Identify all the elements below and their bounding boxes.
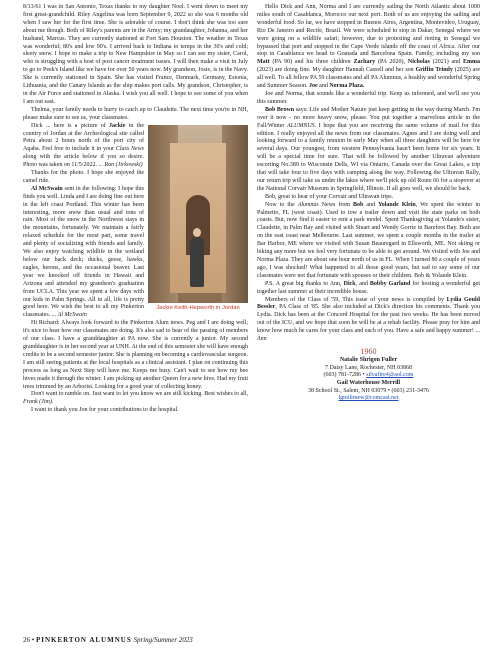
paragraph: Hi Richard: Always look forward to the Pinkerton Alum news. Peg and I are doing well; it's nice to hear how our classmates are doing. It's also sad to hear of the passing of members of our class. I have a granddaughter at PA now. She is currently a junior. My second granddaughter is in her second year at UNH. At the end of this semester she will have enough credits to be a second semester junior. She is planning on becoming a cardiovascular surgeon. I am still seeing patients at the local hospitals as a clinical assistant. I plan on continuing this process as long as Next Step will have me. Keeps me busy. Can't wait to see how my bee hives made it through the winter. I am picking up another Queen for a new hive. Had my fruit trees trimmed by an Arborist. Looking for a good year of collecting honey. xyxy=(23,320,248,390)
name: Bob xyxy=(353,201,364,208)
name: Matt xyxy=(257,59,270,66)
contact-phone: (603) 781-7286 • xyxy=(323,372,367,379)
name: Norma Plaza. xyxy=(329,83,365,90)
person-head xyxy=(193,228,201,237)
signature: Ann xyxy=(257,336,267,343)
name: Lydia Gould Bessler xyxy=(257,296,480,311)
paragraph xyxy=(257,4,480,91)
signature: Frank (Jim). xyxy=(23,399,54,406)
text: (2025) are all well. To all fellow PA 59 classmates and all PA Alumnus, a healthy and wonderful Spring and Summer Season. xyxy=(257,67,481,90)
name: Dick xyxy=(343,280,356,287)
text: P.S. A great big thanks to Ann, xyxy=(265,280,344,287)
text: (2023) are doing fine. My daughter Hannah Cassell and her son xyxy=(257,67,416,74)
name: Jackie xyxy=(109,122,126,129)
left-column xyxy=(23,4,248,415)
text: and xyxy=(363,201,379,208)
text: Hello Dick and Ann, Norma and I are currently sailing the North Atlantic about 1000 miles south of Casablanca, Morocco our next port. Both of us are enjoying the sailing and wonderful food. So far, we have stopped in Buenos Aires, Argentina, Montevideo, Uruguay, Rio De Janeiro and Recife, Brazil. We were scheduled to stop in Dakar, Senegal where we were going on a wildlife safari; however, due to protesting and rioting in Senegal we bypassed that port and stopped in the Cape Verde islands off the coast of Africa. After our stop in Casablanca we head to Granada and Barcelona Spain. Family, including my son xyxy=(257,4,480,58)
text: (PA 2020), xyxy=(375,59,408,66)
name: Zachary xyxy=(353,59,376,66)
name: Al McSwain xyxy=(31,185,63,192)
page-number: 26 xyxy=(23,636,30,644)
contact-phone-email xyxy=(257,372,480,380)
paragraph: Thelma, your family needs to hurry to catch up to Claudette. The next time you're in NH, please make sure to see us, your classmates. xyxy=(23,106,248,121)
photo-figure xyxy=(148,125,248,311)
contact-address: 7 Daisy Lane, Rochester, NH 03868 xyxy=(325,364,412,371)
text: , and xyxy=(355,280,370,287)
text: Now to the xyxy=(265,201,298,208)
text: sent in the following: I hope this finds you well. Linda and I are doing fine out here in the left coast Portland. This winter has been interesting, more snow than usual and tons of rain. Most of the snow in the Northwest stays in the mountains, fortunately. We maintain a fairly relaxed schedule for the most part, some travel and plenty of socializing with friends and family. We also enjoy watching wildlife in the wetland below our back deck; ducks, geese, hawks, eagles, herons, and the occasional beaver. Last year we knocked off friends in Hawaii and Arizona and attended my grandson's graduation from UCLA. This year we spent a few days with our kids in Palm Springs. All in all, life is pretty good here. We wish the best to all my Pinkerton classmates. ... xyxy=(23,185,144,319)
contact-name: Gail Waterhouse Merrill xyxy=(336,380,401,387)
contact-name: Natalie Shrigon Fuller xyxy=(339,356,398,363)
name: Yolande Klein xyxy=(378,201,416,208)
name: Bob Brown xyxy=(265,106,295,113)
class-contact-block xyxy=(257,347,480,403)
paragraph: 8/13/61 I was in San Antonio, Texas thanks to my daughter Noel. I went down to meet my first great-grandchild. Riley Angelina was born September 9, 2022 so she was 6 months old when I saw her for the first time. She is adorable of course. I don't think she was too sure about me though. Both of Riley's parents are in the Army; my grandaughter, Johanna, and her husband, Marcus. They are currently stationed at Fort Sam Houston. The weather in Texas was wonderful; 80's and low 90's. I arrived back to Indiana to temps in the 30's and cold; sleety snow. I hope to make a trip to New Hampshire in May so I can see my sister, Carol, who is struggling with a host of post cancer treatment issues. I will then make a visit in July to go to Peek's Island like we have for over 50 years now. My grandson, Josie, is in the Navy. She is currently stationed in Spain. She has visited France, Denmark, Germany, Estonia, Lithuania, and the Canary Islands as the ship makes port calls. My grandson, Christopher, is in the Air Force and stationed in Alaska. I wish you all well. I hope to see some of you when I am out east. xyxy=(23,4,248,105)
contact-email-link[interactable]: lgmilimew@comcast.net xyxy=(338,395,399,402)
publication: Class News xyxy=(115,146,145,153)
text: . I hope that you are receiving the same volume of mail for this edition. I really enjoyed all the news from our classmates. Agnes and I are doing well and looking forward to a family reunion in early May when all three daughters will be here for several days. Our youngest, from western Pennsylvania hasn't been home for six years. It will be a special time for sure. That will be followed by another Ultravan adventure escorting No.389 to Wisconsin Dells, WI via Ontario, Canada over the Great Lakes, a trip that will take four to five days with camping along the way. Following the Ultravan Rally, our return trip will take us under the lakes where we'll pick up old Route 66 for a stopover at the National Corvair Museum in Springfield, Illinois. If all goes well, we should be back. xyxy=(257,122,480,192)
issue-label: Spring/Summer 2023 xyxy=(133,636,193,644)
paragraph xyxy=(257,297,480,344)
text: Members of the Class of '59, This issue of your news is compiled by xyxy=(265,296,447,303)
paragraph xyxy=(23,391,248,407)
person-figure xyxy=(190,237,204,287)
paragraph: I want to thank you Jon for your contributions to the hospital. xyxy=(31,407,179,414)
paragraph: Joe and Norma, that sounds like a wonderful trip. Keep us informed, and we'll see you this summer. xyxy=(257,90,480,105)
magazine-name: PINKERTON ALUMNUS xyxy=(35,636,132,644)
contact-email-link[interactable]: silvafire4@aol.com xyxy=(366,372,414,379)
paragraph: Bob, great to hear of your Corvair and Ultravan trips. xyxy=(265,193,394,200)
page-footer xyxy=(23,636,193,645)
text: News from xyxy=(318,201,354,208)
signature: Al McSwain xyxy=(57,312,87,319)
signature: Ron (Jirkowski) xyxy=(104,162,143,169)
name: Nicholas xyxy=(407,59,430,66)
text: along with the article below if you so desire. Photo was taken on 11/5/2022. ... xyxy=(23,154,144,169)
paragraph xyxy=(257,281,480,297)
text: and xyxy=(317,83,330,90)
paragraph: Thanks for the photo. I hope she enjoyed the camel ride. xyxy=(23,170,144,184)
text: (PA 90) and his three children xyxy=(269,59,354,66)
text: Dick ... here is a picture of xyxy=(31,122,110,129)
paragraph xyxy=(257,107,480,194)
right-column xyxy=(257,4,480,403)
text: for hosting a wonderful get together last summer at their incredible house. xyxy=(257,280,480,295)
separator: • xyxy=(31,636,36,644)
publication: ALUMNUS xyxy=(287,122,315,129)
name: Emma xyxy=(463,59,480,66)
text: , PA Class of '85. She also included at Dick's direction his comments. Thank you Lydia. Dick has been at the Concord Hospital for the past two weeks. He has been moved out of the ICU, and we hope that soon he will be at a rehab facility. Please pray for him and know how much he cares for your class and each of you. Have a safe and happy summer! ... xyxy=(257,304,480,335)
petra-photo xyxy=(148,125,248,303)
text: in the country of Jordan at the Archeological site called Petra about 2 hours north of the port city of Aqaba. Feel free to include it in your xyxy=(23,122,145,153)
text: (2021) and xyxy=(429,59,463,66)
text: , We spent the winter in Palmetto, FL (west coast). Used to tow a trailer down and visit the state parks on both coasts. But, now find it easier to rent a park model. Spent Thanksgiving at Yolande's sister, Claudette, in Palm Bay and visited with Stuart and Wendy Gorrie in Barefoot Bay. Both are on the east coast near Melbourne. Last summer, we spent a couple months in the trailer at Bar Harbor, ME where we visited with Susan Beauregard in Ellsworth, ME. Not skiing or biking any more but we feel very fortunate to be able to get around. We visited with Joe and Norma Plaza. They are about one hour north of us in FL. When I turned 80 a couple of years ago, I was shocked! What happened to all those good years, but sad to say some of our classmates were not that fortunate with spouses or their children. Bob & Yolande Klein. xyxy=(257,201,480,279)
photo-caption: Jackie Keith-Hepworth in Jordan xyxy=(156,304,240,311)
name: Griffin Trindy xyxy=(415,67,453,74)
class-year-heading: 1960 xyxy=(360,346,377,356)
paragraph xyxy=(257,202,480,281)
text: says: Life and Mother Nature just keep getting in the way during March. I'm over it now - no more heavy snow, please. You put together a marvelous article in the Fall/Winter xyxy=(257,106,480,129)
name: Bobby Garland xyxy=(369,280,411,287)
publication: Alumnus xyxy=(297,201,319,208)
name: Joe xyxy=(309,83,318,90)
text: Don't want to ramble on. Just want to let you know we are still kicking. Best wishes to all, xyxy=(31,391,248,398)
contact-address: 38 School St., Salem, NH 03079 • (603) 231-3476 xyxy=(308,387,429,394)
